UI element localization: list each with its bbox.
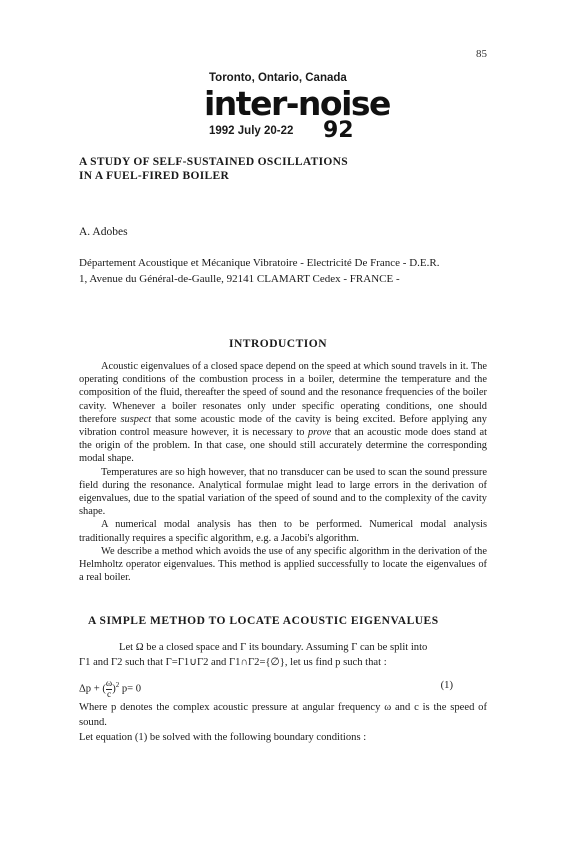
conference-logo: inter-noise [204,84,390,123]
title-line: A STUDY OF SELF-SUSTAINED OSCILLATIONS [79,156,348,168]
page-number: 85 [476,48,487,60]
paragraph: Where p denotes the complex acoustic pressure at angular frequency ω and c is the speed of sound. [79,702,487,728]
equation: Δp + ( $\frac{\omega}{c}$ )$^2$ p= 0 (1) [79,678,453,700]
paragraph: Γ1 and Γ2 such that Γ=Γ1∪Γ2 and Γ1∩Γ2={∅}, let us find p such that : [79,657,387,668]
title-line: IN A FUEL-FIRED BOILER [79,170,230,182]
author-name: A. Adobes [79,226,128,238]
section-heading-method: A SIMPLE METHOD TO LOCATE ACOUSTIC EIGENVALUES [88,615,439,627]
paragraph: Let Ω be a closed space and Γ its boundary. Assuming Γ can be split into [119,642,428,653]
paragraph: Let equation (1) be solved with the following boundary conditions : [79,732,367,743]
affiliation-line: Département Acoustique et Mécanique Vibratoire - Electricité De France - D.E.R. [79,257,440,269]
emphasis: prove [307,427,332,439]
conference-location: Toronto, Ontario, Canada [209,72,347,84]
paper-title [79,155,348,183]
conference-year-mark: 92 [323,118,354,143]
section-heading-introduction: INTRODUCTION [229,338,328,350]
paragraph: We describe a method which avoids the use of any specific algorithm in the derivation of the Helmholtz operator eigenvalues. This method is applied successfully to locate the eigenvalues of a real boiler. [79,545,487,584]
method-body [79,640,487,745]
paragraph: Acoustic eigenvalues of a closed space depend on the speed at which sound travels in it. The operating conditions of the combustion process in a boiler, determine the temperature and the composition of the fluid, thereafter the speed of sound and the resonance frequencies of the boiler cavity. Whenever a boiler resonates only under specific operating conditions, one should therefore suspect that some acoustic mode of the cavity is being excited. Before applying any vibration control measure however, it is necessary to prove that an acoustic mode does stand at the origin of the problem. In that case, one should still accurately determine the corresponding modal shape. [79,361,487,465]
paragraph: A numerical modal analysis has then to be performed. Numerical modal analysis traditionally requires a specific algorithm, e.g. a Jacobi's algorithm. [79,519,487,544]
equation-number: (1) [440,680,453,691]
affiliation-line: 1, Avenue du Général-de-Gaulle, 92141 CLAMART Cedex - FRANCE - [79,273,400,285]
paragraph: Temperatures are so high however, that no transducer can be used to scan the sound pressure field during the resonance. Analytical formulae might lead to large errors in the derivation of eigenvalues, due to the spatial variation of the speed of sound and to the complexity of the cavity shape. [79,466,487,518]
conference-date: 1992 July 20-22 [209,125,294,137]
emphasis: suspect [120,413,152,425]
introduction-body [79,360,487,584]
author-affiliation [79,255,439,287]
